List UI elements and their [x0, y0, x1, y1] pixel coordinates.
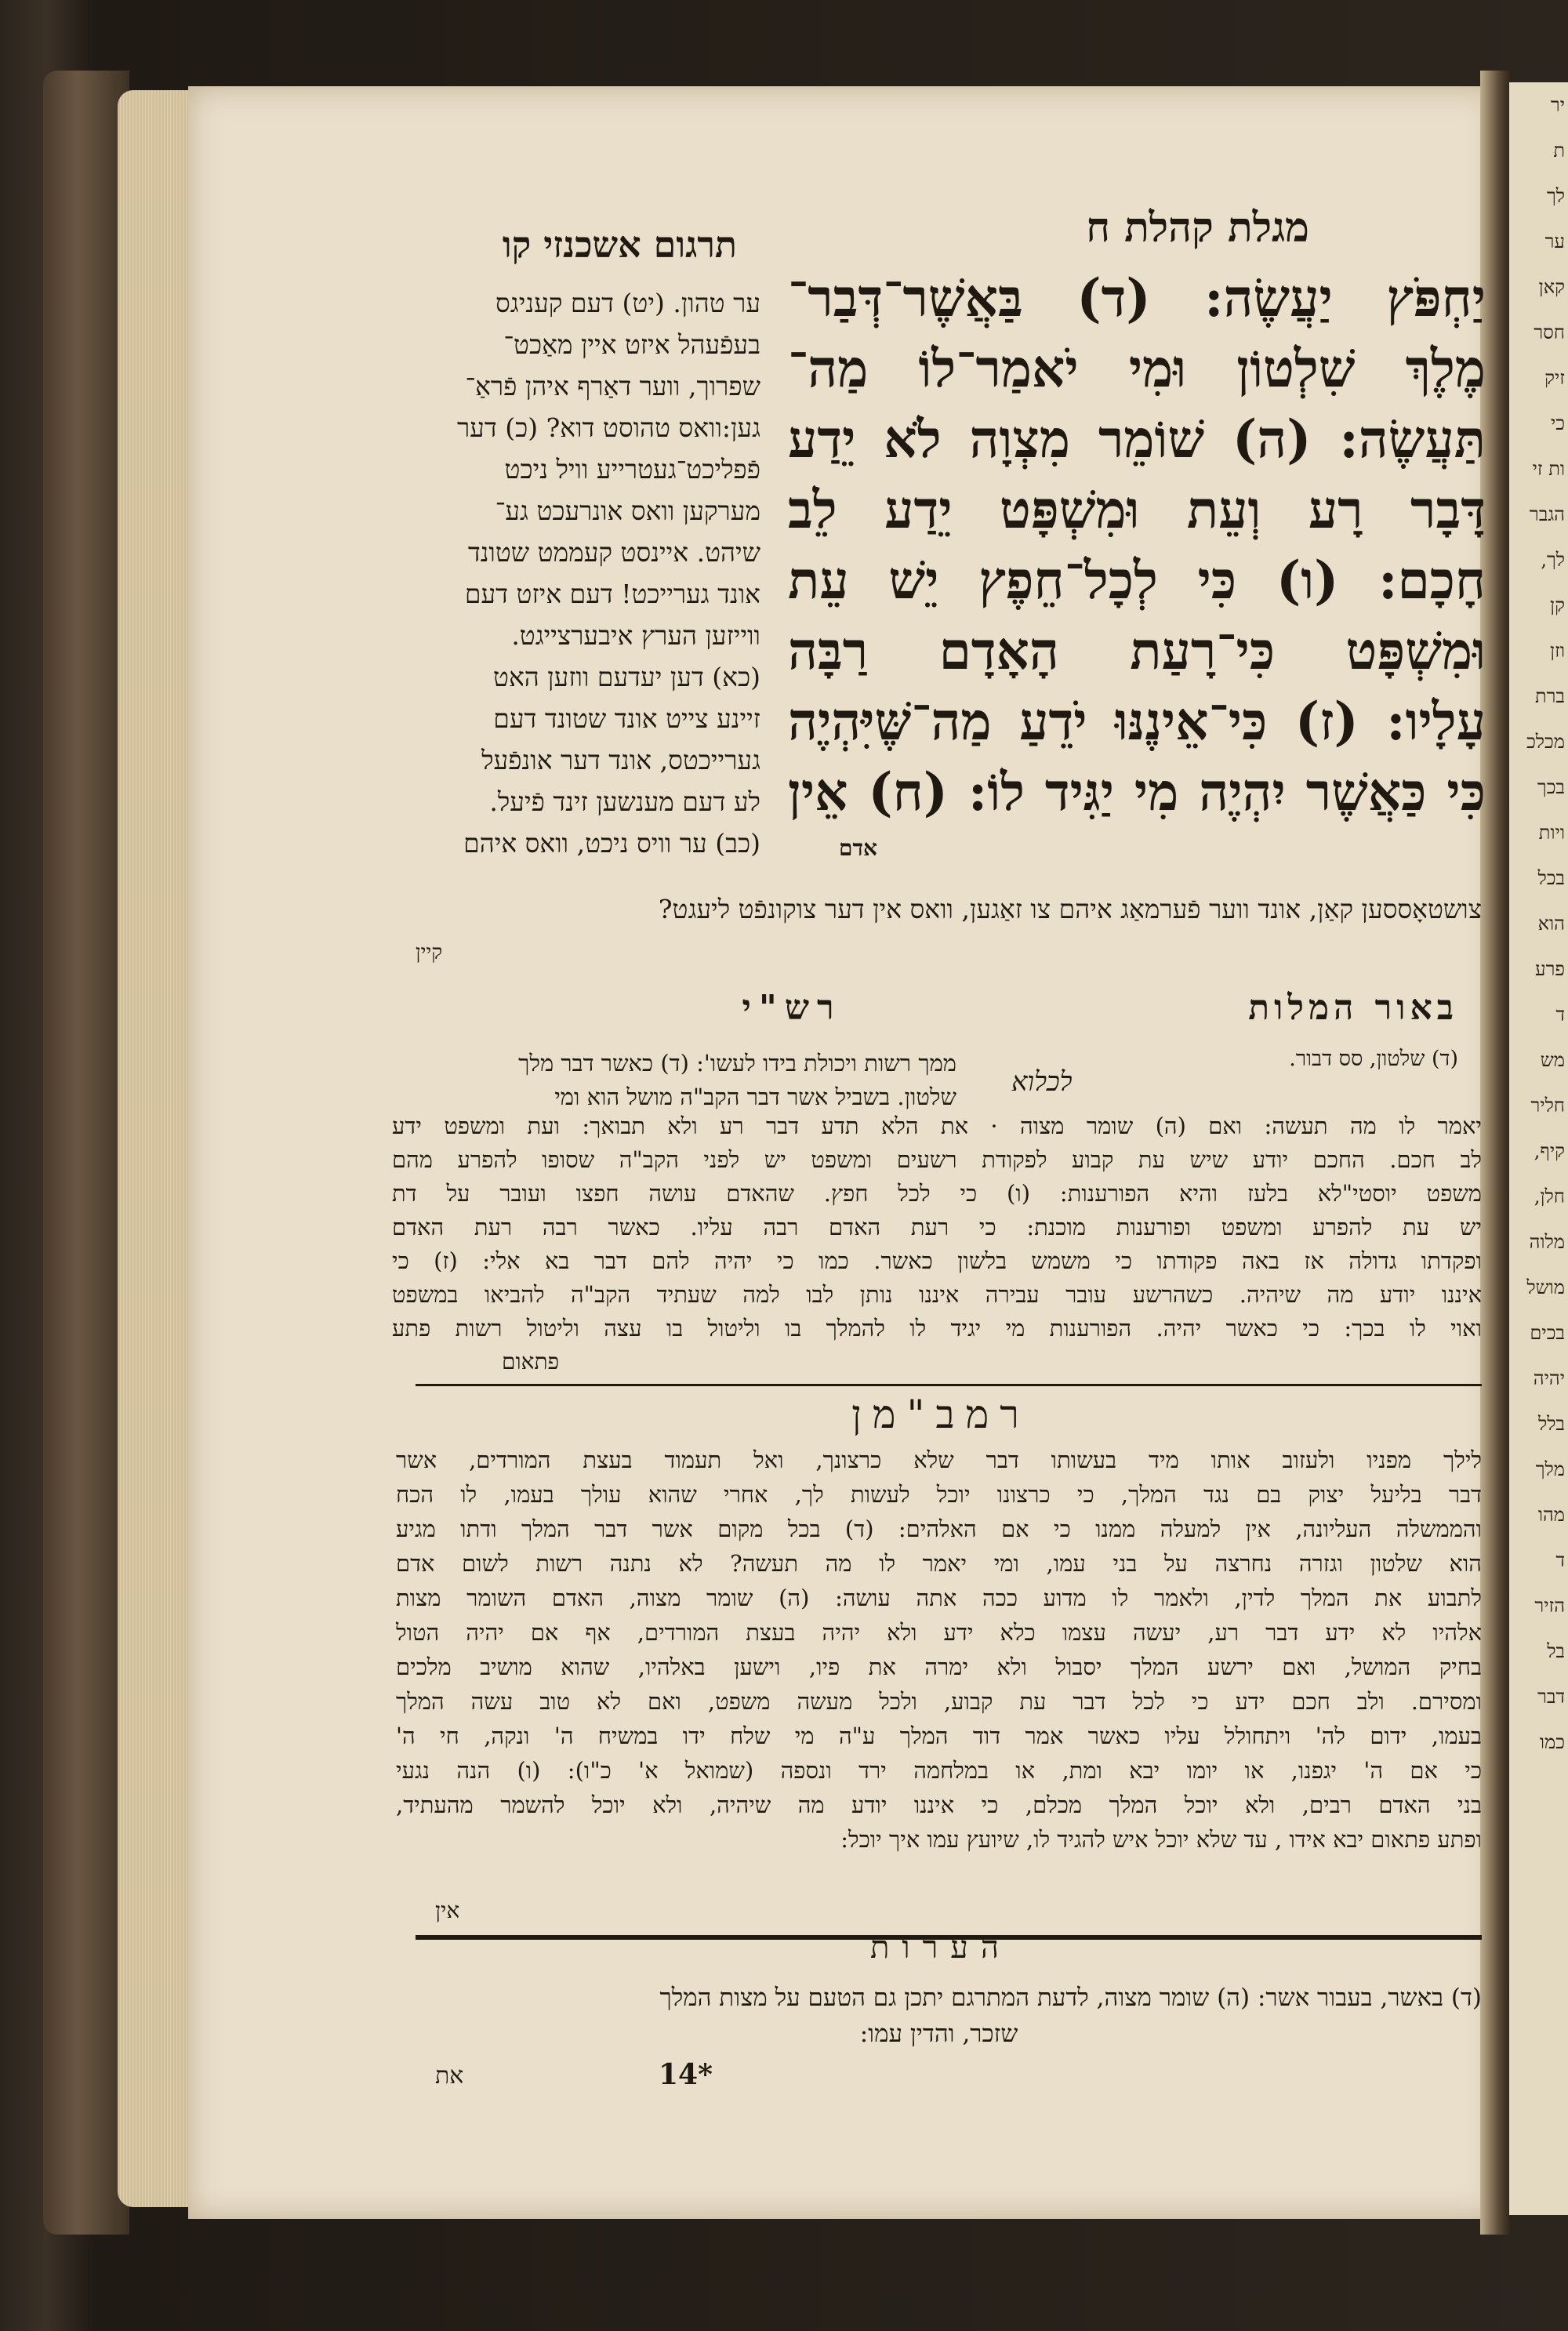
facing-page-fragment: זיק [1544, 367, 1565, 389]
facing-page-fragment: לך, [1541, 549, 1565, 571]
facing-page-fragment: ד [1555, 1549, 1565, 1571]
facing-page-fragment: קן [1550, 594, 1565, 616]
facing-page-fragment: ד [1555, 1004, 1565, 1026]
facing-page-fragment: הגבר [1529, 503, 1565, 525]
yiddish-line: זיינע צייט אונד שטונד דעם [493, 703, 760, 734]
facing-page-fragment: פרע [1535, 958, 1565, 980]
facing-page-fragment: לך [1546, 185, 1565, 207]
facing-page-fragment: מלוה [1529, 1231, 1565, 1253]
rashi-line: יש עת להפרע ומשפט ופורענות מוכנת: כי רעת האדם רבה עליו. כאשר רבה רעת האדם [392, 1214, 1482, 1240]
rashi-line: ופקדתו גדולה אז באה פקודתו כי משמש בלשון כאשר. כמו כי יהיה להם דבר בא אלי: (ז) כי [392, 1247, 1482, 1274]
facing-page-fragment: בכים [1530, 1322, 1565, 1344]
facing-page-fragment: מלך [1535, 1458, 1565, 1480]
yiddish-full-width-line: צושטאָססען קאַן, אונד ווער פֿערמאַג איהם צו זאַגען, וואס אין דער צוקונפֿט ליעגט? [658, 894, 1482, 924]
ramban-line: בחיק המושל, ואם ירשע המלך יסבול ולא ימרה את פיו, וישען באלהיו, שהוא מושיב מלכים [396, 1654, 1482, 1680]
signature-mark: 14* [659, 2058, 713, 2091]
yiddish-line: לע דעם מענשען זינד פֿיעל. [489, 786, 760, 817]
biur-section-title: באור המלות [1248, 988, 1458, 1028]
yiddish-line: בעפֿעהל איזט איין מאַכט־ [503, 329, 760, 360]
ramban-line: בעמו, ידום לה' ויתחולל עליו כאשר אמר דוד המלך ע"ה מי שלח ידו במשיח ה' ונקה, חי ה' [396, 1723, 1482, 1749]
yiddish-line: ער טהון. (יט) דעם קעניגס [495, 288, 760, 318]
page-edges [118, 90, 192, 2207]
rashi-catchword: פתאום [502, 1349, 560, 1374]
ramban-section-title: רמב"מן [851, 1392, 1030, 1437]
yiddish-line: ווייזען הערץ איבערצייגט. [511, 620, 760, 651]
yiddish-translation-column [392, 282, 760, 864]
rashi-head-lines [392, 1047, 956, 1114]
hebrew-catchword: אדם [839, 835, 877, 861]
hebrew-line: וּמִשְׁפָּט כִּי־רָעַת הָאָדָם רַבָּה [788, 620, 1486, 681]
facing-page-fragment: ת [1553, 140, 1565, 162]
yiddish-line: שפרוך, ווער דאַרף איהן פֿראַ־ [465, 371, 760, 401]
hebrew-text-block [788, 263, 1486, 827]
facing-page-fragment: מהו [1537, 1504, 1565, 1526]
yiddish-line: (כא) דען יעדעם ווזען האט [493, 662, 760, 692]
facing-page-fragment: קאן [1538, 276, 1565, 298]
facing-page-fragment: כי [1550, 412, 1565, 434]
yiddish-line: גערייכטס, אונד דער אונפֿעל [481, 745, 760, 775]
ramban-commentary [396, 1443, 1482, 1857]
facing-page-fragment: ער [1544, 231, 1565, 252]
biur-reference: (ד) שלטון, סס דבור. [1289, 1047, 1458, 1071]
yiddish-line: מערקען וואס אונרעכט גע־ [495, 496, 760, 526]
notes-text [396, 1980, 1482, 2052]
facing-page-fragment: דבר [1537, 1686, 1565, 1708]
facing-page-fragment: מכלכ [1526, 731, 1565, 753]
facing-page-fragment: יר [1550, 94, 1565, 116]
facing-page-fragment: ויות [1538, 822, 1565, 844]
ramban-line: והממשלה העליונה, אין למעלה ממנו כי אם האלהים: (ד) בכל מקום אשר דבר המלך ודתו מגיע [396, 1516, 1482, 1542]
hebrew-line: תַּעֲשֶׂה: (ה) שׁוֹמֵר מִצְוָה לֹא יֵדַע [788, 408, 1486, 470]
ramban-line: לילך מפניו ולעזוב אותו מיד בעשותו דבר שלא כרצונך, ואל תעמוד בעצת המורדים, אשר [396, 1447, 1482, 1473]
facing-page-fragment: וזן [1550, 640, 1565, 662]
ramban-line: לתבוע את המלך לדין, ולאמר לו מדוע ככה אתה עושה: (ה) שומר מצוה, האדם השומר מצות [396, 1585, 1482, 1611]
facing-page [1509, 82, 1568, 2215]
yiddish-line: פֿפליכט־געטרייע וויל ניכט [504, 454, 760, 485]
facing-page-fragment: ברת [1535, 685, 1565, 707]
hebrew-line: יַחְפֹּץ יַעֲשֶׂה: (ד) בַּאֲשֶׁר־דְּבַר־ [788, 267, 1486, 329]
notes-section-title: הערות [870, 1930, 1011, 1966]
hebrew-line: מֶלֶךְ שִׁלְטוֹן וּמִי יֹאמַר־לוֹ מַה־ [788, 338, 1486, 399]
rashi-commentary [392, 1109, 1482, 1345]
facing-page-fragment: חסר [1534, 321, 1565, 343]
facing-page-fragment: הוא [1537, 913, 1565, 935]
yiddish-line: גען:וואס טהוסט דוא? (כ) דער [456, 412, 760, 443]
facing-page-fragment: קיף, [1534, 1140, 1565, 1162]
facing-page-fragment: מש [1540, 1049, 1565, 1071]
rashi-section-title: רש"י [742, 988, 842, 1028]
rashi-line: ואוי לו בכך: כי כאשר יהיה. הפורענות מי יגיד לו להמלך בו וליטול בו עצה וליטול רשות פתע [392, 1315, 1482, 1342]
rashi-line: ממך רשות ויכולת בידו לעשו': (ד) כאשר דבר מלך [518, 1050, 956, 1077]
yiddish-line: (כב) ער וויס ניכט, וואס איהם [463, 828, 760, 859]
notes-line: (ד) באשר, בעבור אשר: (ה) שומר מצוה, לדעת המתרגם יתכן גם הטעם על מצות המלך [659, 1984, 1482, 2012]
running-title-left: תרגום אשכנזי קו [502, 223, 737, 266]
yiddish-line: אונד גערייכט! דעם איזט דעם [464, 579, 760, 609]
facing-page-fragment: חלן, [1534, 1185, 1565, 1207]
facing-page-fragment: בכל [1537, 867, 1565, 889]
facing-page-fragment: חליר [1530, 1095, 1565, 1116]
facing-page-fragment: בכך [1537, 776, 1565, 798]
rashi-line: לב חכם. החכם יודע שיש עת קבוע לפקודת רשעים ומשפט יש לפני הקב"ה שסופו להפרע מהם [392, 1146, 1482, 1173]
ramban-line: בני האדם רבים, ולא יוכל המלך מכלם, כי איננו יודע מה שיהיה, ולא יוכל להשמר מהעתיד, [396, 1792, 1482, 1818]
rashi-line: יאמר לו מה תעשה: ואם (ה) שומר מצוה · את הלא תדע דבר רע ולא תבואך: ועת ומשפט ידע [392, 1113, 1482, 1139]
ramban-line: דבר בליעל יצוק בם נגד המלך, כי כרצונו יוכל לעשות לך, אחרי שהוא עולך בעמו, לו הכח [396, 1481, 1482, 1508]
yiddish-catchword: קיין [416, 941, 443, 964]
book-spine [43, 71, 129, 2235]
hebrew-line: חָכָם: (ו) כִּי לְכָל־חֵפֶץ יֵשׁ עֵת [788, 550, 1486, 611]
ramban-line: ופתע פתאום יבא אידו , עד שלא יוכל איש להגיד לו, שיועץ עמו איך יוכל: [840, 1826, 1482, 1853]
facing-page-fragment: כמו [1539, 1731, 1565, 1753]
hebrew-line: עָלָיו: (ז) כִּי־אֵינֶנּוּ יֹדֵעַ מַה־שֶּׁיִּהְיֶה [788, 691, 1486, 752]
facing-page-fragment: מושל [1526, 1276, 1565, 1298]
section-divider [416, 1384, 1482, 1386]
ramban-line: ומסירם. ולב חכם ידע כי לכל דבר עת קבוע, ולכל מעשה משפט, ואם לא טוב עשה המלך [396, 1688, 1482, 1715]
facing-page-fragment: בלל [1537, 1413, 1565, 1435]
ramban-line: כי אם ה' יגפנו, או יומו יבא ומת, או במלחמה ירד ונספה (שמואל א' כ"ו): (ו) הנה נגעי [396, 1757, 1482, 1784]
ramban-line: הוא שלטון וגזרה נחרצה על בני עמו, ומי יאמר לו מה תעשה? לא נתנה רשות לשום אדם [396, 1550, 1482, 1577]
marginal-handwritten-note: לכלוא [1011, 1066, 1073, 1098]
facing-page-fragment: הזיר [1534, 1595, 1565, 1617]
footer-catchword: את [435, 2062, 464, 2090]
yiddish-line: שיהט. איינסט קעממט שטונד [467, 537, 760, 568]
rashi-line: משפט יוסטי"לא בלעז והיא הפורענות: (ו) כי לכל חפץ. שהאדם עושה חפצו ועובר על דת [392, 1180, 1482, 1207]
rashi-line: איננו יודע מה שיהיה. כשהרשע עובר עבירה איננו נותן לבו למה שעתיד הקב"ה להביאו במשפט [392, 1281, 1482, 1308]
ramban-line: אלהיו לא ידע דבר רע, יעשה עצמו כלא ידע ולא יהיה בעצת המורדים, אף אם יהיה הטול [396, 1619, 1482, 1646]
facing-page-fragment: ות זי [1532, 458, 1565, 480]
hebrew-line: כִּי כַּאֲשֶׁר יִהְיֶה מִי יַגִּיד לוֹ: (ח) אֵין [788, 761, 1486, 822]
facing-page-fragment: בל [1547, 1640, 1565, 1662]
notes-line: שזכר, והדין עמו: [859, 2020, 1018, 2048]
rashi-line: שלטון. בשביל אשר דבר הקב"ה מושל הוא ומי [554, 1084, 956, 1110]
ramban-catchword: אין [435, 1897, 460, 1923]
running-title-right: מגלת קהלת ח [1086, 204, 1309, 252]
facing-page-fragment: יהיה [1533, 1367, 1565, 1389]
hebrew-line: דָּבָר רָע וְעֵת וּמִשְׁפָּט יֵדַע לֵב [788, 479, 1486, 540]
